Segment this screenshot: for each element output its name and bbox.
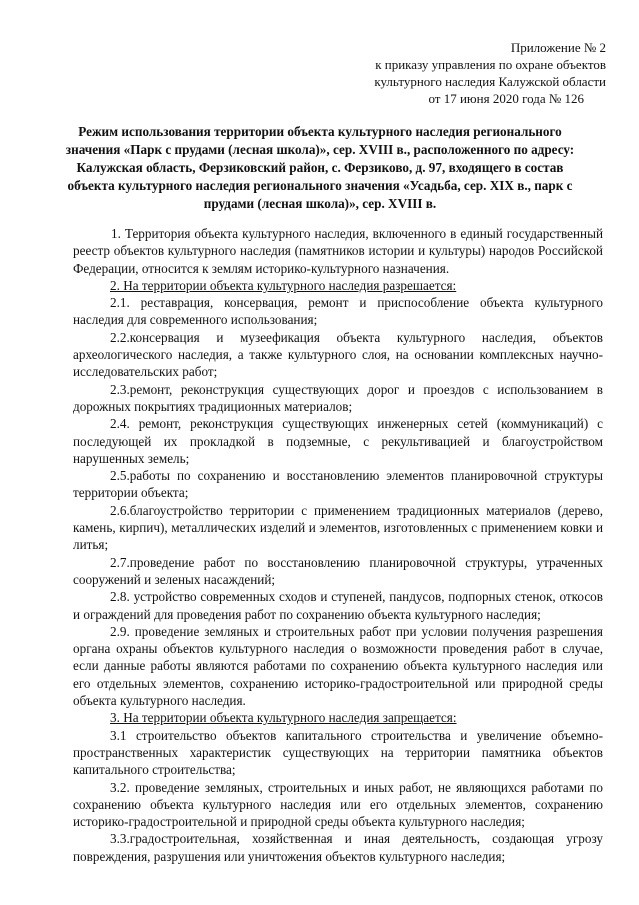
document-title: Режим использования территории объекта культурного наследия регионального значения «Парк с прудами (лесная школа)», сер. XVIII в., расположенного по адресу: Калужская область, Ферзиковский район, с. Ферзиково, д. 97, входящего в состав объекта культурного наследия регионального значения «Усадьба, сер. XIX в., парк с прудами (лесная школа)», сер. XVIII в. — [65, 124, 575, 211]
paragraph-2-1: 2.1. реставрация, консервация, ремонт и приспособление объекта культурного наследия для современного использования; — [73, 295, 603, 328]
paragraph-2-7: 2.7.проведение работ по восстановлению планировочной структуры, утраченных сооружений и зеленых насаждений; — [73, 554, 603, 587]
paragraph-2-6: 2.6.благоустройство территории с применением традиционных материалов (дерево, камень, кирпич), металлических изделий и элементов, изготовленных с применением ковки и литья; — [73, 502, 603, 553]
paragraph-2-9: 2.9. проведение земляных и строительных работ при условии получения разрешения органа охраны объектов культурного наследия о возможности проведения работ в случае, если данные работы являются работами по сохранению объекта культурного наследия или его отдельных элементов, сохранению историко-градостроительной или природной среды объекта культурного наследия. — [73, 623, 603, 709]
paragraph-2-4: 2.4. ремонт, реконструкция существующих инженерных сетей (коммуникаций) с последующей их прокладкой в подземные, с рекультивацией и благоустройством нарушенных земель; — [73, 416, 603, 466]
annex-number: Приложение № 2 — [510, 40, 606, 55]
paragraph-2-5: 2.5.работы по сохранению и восстановлению элементов планировочной структуры территории объекта; — [73, 468, 603, 501]
annex-block — [276, 39, 606, 107]
section-3-heading-text: 3. На территории объекта культурного наследия запрещается: — [110, 710, 457, 726]
paragraph-3-1: 3.1 строительство объектов капитального строительства и увеличение объемно-пространственных характеристик существующих на территории памятника объектов капитального строительства; — [73, 727, 603, 778]
paragraph-2-3: 2.3.ремонт, реконструкция существующих дорог и проездов с использованием в дорожных покрытиях традиционных материалов; — [73, 381, 603, 414]
paragraph-2-8: 2.8. устройство современных сходов и ступеней, пандусов, подпорных стенок, откосов и ограждений для проведения работ по сохранению объекта культурного наследия; — [73, 589, 603, 622]
annex-authority-line: культурного наследия Калужской области — [374, 74, 606, 89]
paragraph-3-3: 3.3.градостроительная, хозяйственная и иная деятельность, создающая угрозу повреждения, разрушения или уничтожения объектов культурного наследия; — [73, 831, 603, 864]
paragraph-3-2: 3.2. проведение земляных, строительных и иных работ, не являющихся работами по сохранению объекта культурного наследия или его отдельных элементов, сохранению историко-градостроительной и природной среды объекта культурного наследия; — [73, 779, 603, 830]
annex-order-line: к приказу управления по охране объектов — [375, 57, 606, 72]
paragraph-2-2: 2.2.консервация и музеефикация объекта культурного наследия, объектов археологического наследия, а также культурного слоя, на основании комплексных научно-исследовательских работ; — [73, 329, 603, 380]
paragraph-1: 1. Территория объекта культурного наследия, включенного в единый государственный реестр объектов культурного наследия (памятников истории и культуры) народов Российской Федерации, относится к землям историко-культурного назначения. — [73, 226, 603, 276]
annex-date-line: от 17 июня 2020 года № 126 — [428, 91, 584, 106]
section-2-heading — [73, 277, 603, 294]
section-2-heading-text: 2. На территории объекта культурного наследия разрешается: — [110, 277, 457, 293]
section-3-heading — [73, 709, 603, 726]
document-body — [73, 225, 603, 865]
